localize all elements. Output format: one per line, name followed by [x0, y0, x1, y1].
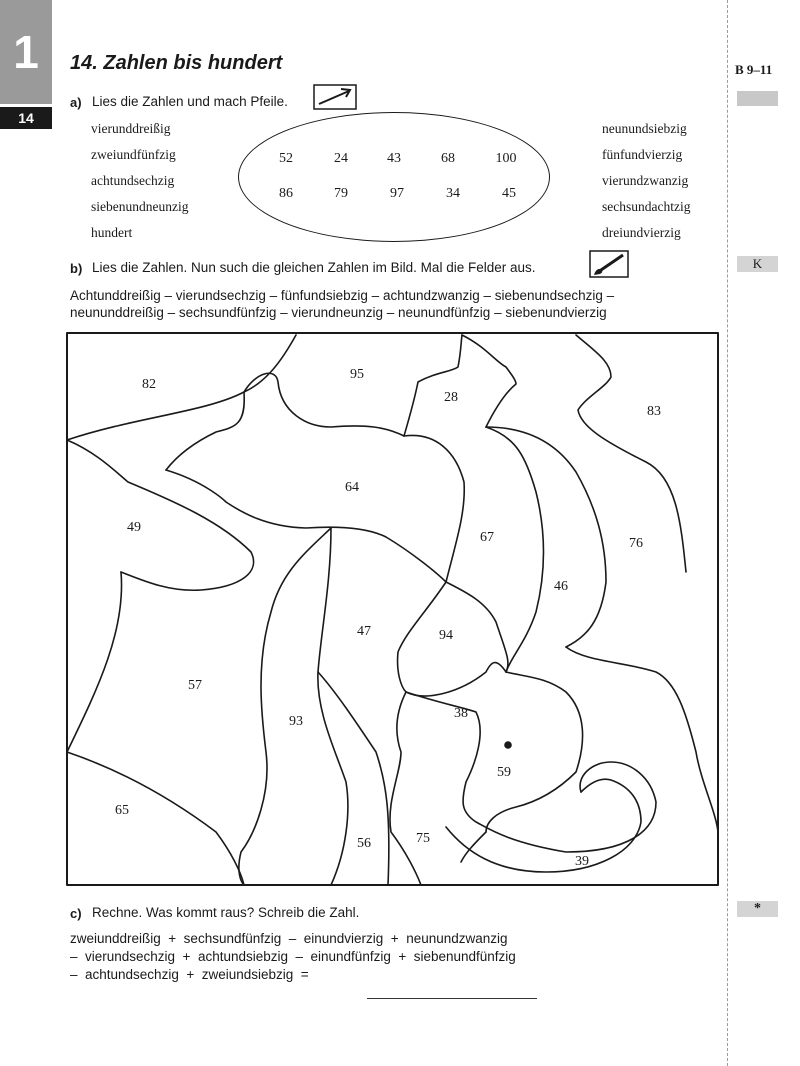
- book-reference: B 9–11: [735, 62, 773, 77]
- puzzle-number: 38: [454, 706, 468, 721]
- puzzle-number: 76: [629, 536, 643, 551]
- page-title: 14. Zahlen bis hundert: [70, 52, 283, 74]
- oval-number: 45: [502, 186, 516, 201]
- task-a-instruction: Lies die Zahlen und mach Pfeile.: [92, 94, 288, 109]
- puzzle-number: 93: [289, 714, 303, 729]
- margin-divider: [727, 0, 728, 1066]
- puzzle-number: 94: [439, 628, 453, 643]
- puzzle-number: 95: [350, 367, 364, 382]
- task-c-instruction: Rechne. Was kommt raus? Schreib die Zahl.: [92, 905, 360, 920]
- oval-number: 86: [279, 186, 293, 201]
- pencil-arrow-icon: [313, 84, 357, 115]
- oval-number: 24: [334, 151, 348, 166]
- marker-star: *: [737, 901, 778, 917]
- task-c-label: c): [70, 906, 82, 921]
- coloring-puzzle: [66, 332, 720, 893]
- marker-k: K: [737, 256, 778, 272]
- puzzle-number: 64: [345, 480, 359, 495]
- puzzle-number: 65: [115, 803, 129, 818]
- left-word: hundert: [91, 225, 133, 240]
- left-word: siebenundneunzig: [91, 199, 189, 214]
- puzzle-number: 28: [444, 390, 458, 405]
- number-words-line: neununddreißig – sechsundfünfzig – vierundneunzig – neunundfünfzig – siebenundvierzig: [70, 305, 607, 320]
- calculation-line: – achtundsechzig + zweiundsiebzig =: [70, 967, 309, 982]
- task-b-label: b): [70, 261, 83, 276]
- puzzle-number: 57: [188, 678, 202, 693]
- oval-number: 34: [446, 186, 460, 201]
- task-a-label: a): [70, 95, 82, 110]
- calculation-line: zweiunddreißig + sechsundfünfzig – einundvierzig + neunundzwanzig: [70, 931, 508, 946]
- chapter-number: 1: [0, 0, 52, 104]
- puzzle-number: 82: [142, 377, 156, 392]
- right-word: sechsundachtzig: [602, 199, 691, 214]
- puzzle-number: 39: [575, 854, 589, 869]
- oval-number: 79: [334, 186, 348, 201]
- oval-number: 68: [441, 151, 455, 166]
- oval-number: 100: [495, 151, 517, 166]
- number-oval: [238, 112, 550, 242]
- left-word: zweiundfünfzig: [91, 147, 176, 162]
- puzzle-number: 67: [480, 530, 494, 545]
- right-word: neunundsiebzig: [602, 121, 687, 136]
- answer-line[interactable]: [367, 998, 537, 999]
- puzzle-number: 47: [357, 624, 371, 639]
- difficulty-bar: [737, 91, 778, 106]
- puzzle-number: 59: [497, 765, 511, 780]
- right-word: vierundzwanzig: [602, 173, 689, 188]
- task-b-instruction: Lies die Zahlen. Nun such die gleichen Zahlen im Bild. Mal die Felder aus.: [92, 260, 536, 275]
- calculation-line: – vierundsechzig + achtundsiebzig – einundfünfzig + siebenundfünfzig: [70, 949, 516, 964]
- page-number: 14: [0, 107, 52, 129]
- puzzle-number: 75: [416, 831, 430, 846]
- puzzle-number: 83: [647, 404, 661, 419]
- oval-number: 52: [279, 151, 293, 166]
- oval-number: 97: [390, 186, 404, 201]
- paintbrush-icon: [589, 250, 629, 283]
- puzzle-number: 49: [127, 520, 141, 535]
- puzzle-number: 56: [357, 836, 371, 851]
- right-word: dreiundvierzig: [602, 225, 681, 240]
- number-words-line: Achtunddreißig – vierundsechzig – fünfundsiebzig – achtundzwanzig – siebenundsechzig –: [70, 288, 615, 303]
- left-word: vierunddreißig: [91, 121, 171, 136]
- oval-number: 43: [387, 151, 401, 166]
- left-word: achtundsechzig: [91, 173, 175, 188]
- puzzle-number: 46: [554, 579, 568, 594]
- right-word: fünfundvierzig: [602, 147, 683, 162]
